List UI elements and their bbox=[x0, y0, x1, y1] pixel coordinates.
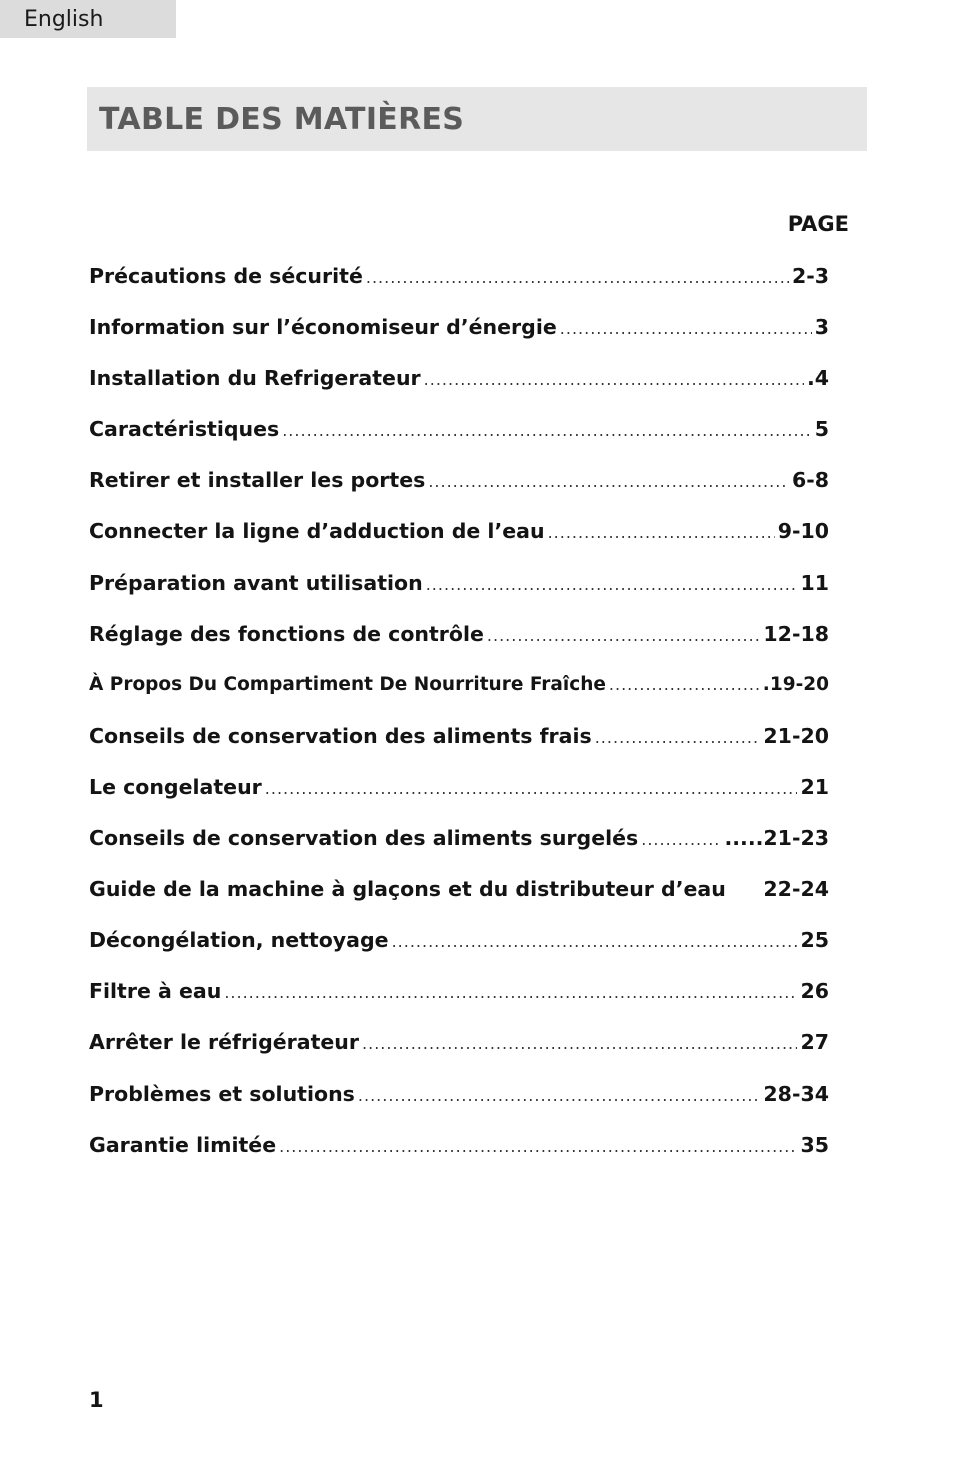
toc-entry[interactable] bbox=[89, 718, 829, 769]
toc-entry[interactable] bbox=[89, 973, 829, 1024]
toc-entry[interactable] bbox=[89, 309, 829, 360]
dot-leader bbox=[392, 924, 798, 960]
dot-leader bbox=[424, 362, 804, 398]
toc-entry-label: Conseils de conservation des aliments frais bbox=[89, 723, 592, 748]
toc-entry-page: 11 bbox=[800, 570, 829, 595]
toc-entry-page: .4 bbox=[806, 366, 829, 391]
toc-entry[interactable] bbox=[89, 616, 829, 667]
toc-entry-page: 35 bbox=[800, 1132, 829, 1157]
toc-entry-page: 21-20 bbox=[763, 723, 829, 748]
toc-entry[interactable] bbox=[89, 667, 829, 718]
dot-leader bbox=[265, 771, 798, 807]
page-number: 1 bbox=[89, 1388, 104, 1412]
toc-entry[interactable] bbox=[89, 258, 829, 309]
dot-leader bbox=[487, 618, 761, 654]
toc-entry-label: Installation du Refrigerateur bbox=[89, 366, 421, 391]
dot-leader bbox=[282, 413, 812, 449]
toc-entry[interactable] bbox=[89, 1024, 829, 1075]
toc-entry-label: À Propos Du Compartiment De Nourriture Fraîche bbox=[89, 673, 606, 695]
dot-leader bbox=[641, 822, 721, 858]
toc-entry-page: .19-20 bbox=[762, 673, 829, 695]
toc-entry-page: 27 bbox=[800, 1030, 829, 1055]
toc-entry-label: Le congelateur bbox=[89, 774, 262, 799]
toc-entry-page: 26 bbox=[800, 979, 829, 1004]
dot-leader bbox=[428, 464, 789, 500]
toc-entry[interactable] bbox=[89, 411, 829, 462]
toc-entry-label: Garantie limitée bbox=[89, 1132, 277, 1157]
toc-entry-label: Guide de la machine à glaçons et du distributeur d’eau bbox=[89, 877, 726, 902]
toc-entry-label: Précautions de sécurité bbox=[89, 264, 363, 288]
toc-entry[interactable] bbox=[89, 769, 829, 820]
toc-entry-page: 6-8 bbox=[791, 468, 829, 493]
toc-entry[interactable] bbox=[89, 513, 829, 564]
toc-entry-page: 2-3 bbox=[791, 264, 829, 288]
toc-entry-page: 25 bbox=[800, 928, 829, 953]
toc-entry-label: Information sur l’économiseur d’énergie bbox=[89, 315, 557, 340]
toc-entry[interactable] bbox=[89, 462, 829, 513]
toc-entry[interactable] bbox=[89, 565, 829, 616]
dot-leader bbox=[595, 720, 761, 756]
toc-entry-page: .....21-23 bbox=[724, 826, 829, 851]
toc-entry-label: Problèmes et solutions bbox=[89, 1081, 355, 1106]
toc-entry-label: Caractéristiques bbox=[89, 417, 280, 442]
toc-entry-label: Connecter la ligne d’adduction de l’eau bbox=[89, 519, 545, 544]
page-title: TABLE DES MATIÈRES bbox=[99, 102, 465, 137]
toc-entry-label: Réglage des fonctions de contrôle bbox=[89, 621, 484, 646]
toc-entry-page: 5 bbox=[814, 417, 829, 442]
toc-entry[interactable] bbox=[89, 820, 829, 871]
toc-entry-label: Conseils de conservation des aliments surgelés bbox=[89, 826, 639, 851]
toc-entry-page: 9-10 bbox=[777, 519, 829, 544]
toc-entry[interactable] bbox=[89, 871, 829, 922]
toc-entry-page: 12-18 bbox=[763, 621, 829, 646]
toc-entry-page: 28-34 bbox=[763, 1081, 829, 1106]
toc-entry[interactable] bbox=[89, 922, 829, 973]
dot-leader bbox=[224, 975, 797, 1011]
dot-leader bbox=[279, 1129, 797, 1165]
toc-entry-label: Retirer et installer les portes bbox=[89, 468, 426, 493]
toc-entry-label: Filtre à eau bbox=[89, 979, 222, 1004]
dot-leader bbox=[426, 567, 798, 603]
toc-entry-page: 3 bbox=[814, 315, 829, 340]
toc-entry-page: 21 bbox=[800, 774, 829, 799]
toc-entry-page: 22-24 bbox=[763, 877, 829, 902]
page-column-header: PAGE bbox=[787, 212, 849, 236]
table-of-contents bbox=[89, 258, 829, 1178]
dot-leader bbox=[609, 667, 760, 703]
dot-leader bbox=[358, 1078, 761, 1114]
toc-entry-label: Préparation avant utilisation bbox=[89, 570, 423, 595]
toc-entry[interactable] bbox=[89, 1076, 829, 1127]
dot-leader bbox=[548, 515, 775, 551]
toc-entry-label: Arrêter le réfrigérateur bbox=[89, 1030, 360, 1055]
toc-entry-label: Décongélation, nettoyage bbox=[89, 928, 389, 953]
title-bar bbox=[87, 87, 867, 151]
toc-entry[interactable] bbox=[89, 1127, 829, 1178]
dot-leader bbox=[366, 260, 789, 296]
dot-leader bbox=[560, 311, 812, 347]
dot-leader bbox=[362, 1026, 797, 1062]
toc-entry[interactable] bbox=[89, 360, 829, 411]
language-tab[interactable]: English bbox=[0, 0, 176, 38]
